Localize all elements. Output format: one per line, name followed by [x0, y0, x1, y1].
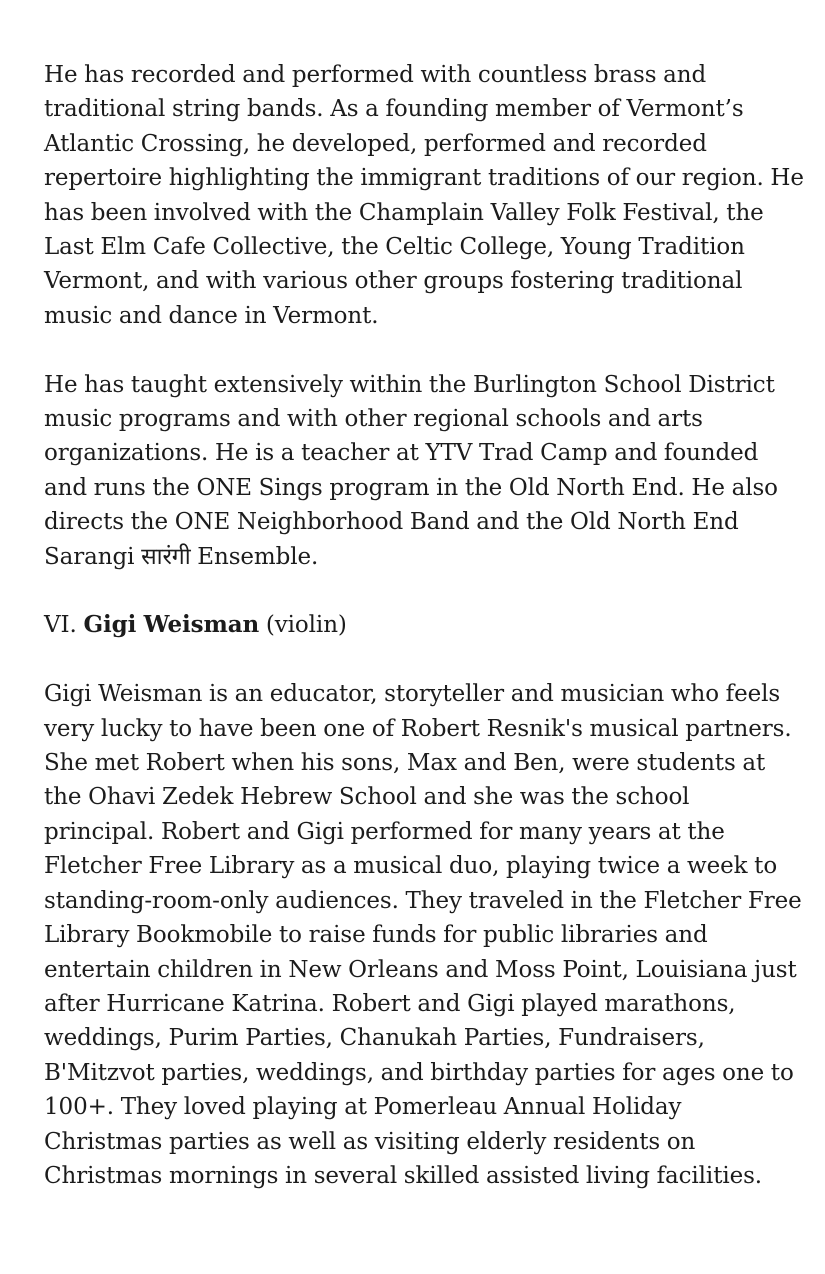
section-instrument: (violin) — [265, 612, 347, 639]
paragraph-teaching: He has taught extensively within the Burlington School District music programs and with other regional schools and arts organizations. He is a teacher at YTV Trad Camp and founded and runs the ONE Sings program in the Old North End. He also directs the ONE Neighborhood Band and the Old North End Sarangi सारंगी Ensemble. — [44, 371, 778, 570]
paragraph-recording-career: He has recorded and performed with countless brass and traditional string bands. As a founding member of Vermont’s Atlantic Crossing, he developed, performed and recorded repertoire highlighting the immigrant traditions of our region. He has been involved with the Champlain Valley Folk Festival, the Last Elm Cafe Collective, the Celtic College, Young Tradition Vermont, and with various other groups fostering traditional music and dance in Vermont. — [44, 62, 804, 329]
paragraph-gigi-bio: Gigi Weisman is an educator, storyteller and musician who feels very lucky to have been one of Robert Resnik's musical partners. She met Robert when his sons, Max and Ben, were students at the Ohavi Zedek Hebrew School and she was the school principal. Robert and Gigi performed for many years at the Fletcher Free Library as a musical duo, playing twice a week to standing-room-only audiences. They traveled in the Fletcher Free Library Bookmobile to raise funds for public libraries and entertain children in New Orleans and Moss Point, Louisiana just after Hurricane Katrina. Robert and Gigi played marathons, weddings, Purim Parties, Chanukah Parties, Fundraisers, B'Mitzvot parties, weddings, and birthday parties for ages one to 100+. They loved playing at Pomerleau Annual Holiday Christmas parties as well as visiting elderly residents on Christmas mornings in several skilled assisted living facilities. — [44, 681, 802, 1189]
document-page — [44, 58, 804, 1193]
paragraph-spacer — [44, 333, 804, 367]
paragraph-spacer — [44, 643, 804, 677]
section-person-name: Gigi Weisman — [83, 611, 260, 639]
paragraph-spacer — [44, 574, 804, 608]
section-numeral: VI. — [44, 612, 77, 639]
section-heading — [44, 608, 804, 642]
